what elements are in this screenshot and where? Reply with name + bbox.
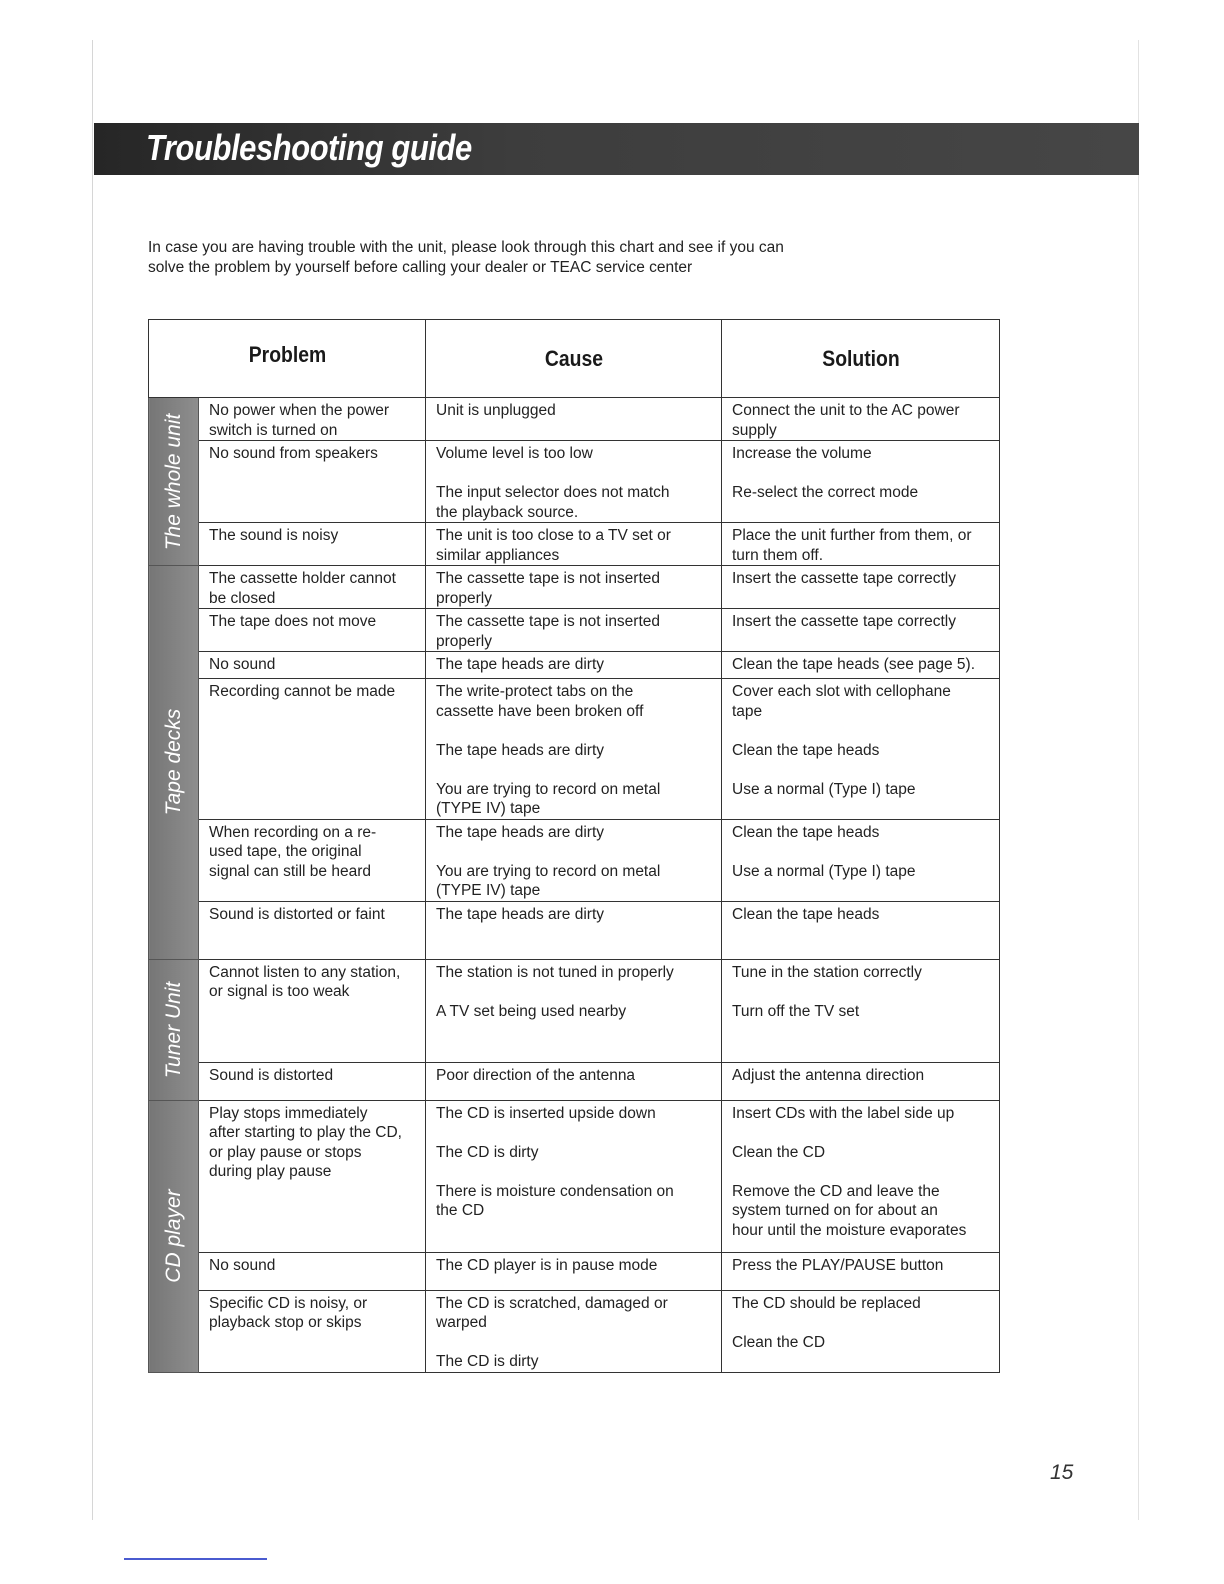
text-block: [732, 1256, 990, 1276]
text-block: [732, 1182, 990, 1241]
text-line: The CD is dirty: [436, 1353, 539, 1370]
text-block: [209, 682, 416, 702]
text-line: supply: [732, 421, 777, 439]
text-block: [209, 905, 416, 925]
problem-cell: [199, 901, 426, 959]
text-line: Press the PLAY/PAUSE button: [732, 1256, 944, 1274]
text-line: Specific CD is noisy, or: [209, 1294, 368, 1312]
section-label-cell: [149, 959, 199, 1100]
text-line: Clean the tape heads (see page 5).: [732, 656, 976, 673]
text-line: Clean the tape heads: [732, 823, 880, 841]
page-edge-right: [1138, 40, 1139, 1520]
text-line: or signal is too weak: [209, 983, 350, 1000]
text-block: [209, 1256, 416, 1276]
text-block: [209, 401, 416, 440]
text-line: The CD is dirty: [436, 1143, 539, 1161]
text-line: A TV set being used nearby: [436, 1002, 627, 1020]
text-block: [209, 444, 416, 464]
text-line: Turn off the TV set: [732, 1002, 860, 1020]
text-line: Sound is distorted: [209, 1066, 334, 1084]
text-block: [732, 741, 990, 761]
solution-cell: [722, 1062, 1000, 1100]
text-line: The CD should be replaced: [732, 1294, 921, 1312]
text-block: [436, 526, 712, 565]
text-line: or play pause or stops: [209, 1143, 362, 1161]
footer-rule: [124, 1558, 267, 1560]
cause-cell: [426, 959, 722, 1062]
text-line: be closed: [209, 589, 276, 607]
text-line: The sound is noisy: [209, 527, 339, 544]
text-block: [732, 444, 990, 464]
text-line: Re-select the correct mode: [732, 484, 919, 501]
text-block: [732, 612, 990, 632]
text-block: [209, 1066, 416, 1086]
text-line: The station is not tuned in properly: [436, 963, 674, 981]
table-row: [149, 1062, 1000, 1100]
problem-cell: [199, 1062, 426, 1100]
text-line: Cannot listen to any station,: [209, 963, 401, 981]
solution-cell: [722, 609, 1000, 652]
problem-cell: [199, 566, 426, 609]
section-label: Tape decks: [161, 708, 185, 816]
text-line: Use a normal (Type I) tape: [732, 780, 916, 798]
problem-cell: [199, 819, 426, 901]
text-block: [732, 862, 990, 882]
text-block: [732, 1294, 990, 1314]
problem-cell: [199, 523, 426, 566]
section-label: Tuner Unit: [161, 981, 185, 1078]
text-line: No sound: [209, 656, 276, 673]
text-line: hour until the moisture evaporates: [732, 1221, 967, 1239]
solution-cell: [722, 566, 1000, 609]
text-line: No sound: [209, 1256, 276, 1274]
table-row: [149, 679, 1000, 820]
text-line: Insert the cassette tape correctly: [732, 570, 956, 587]
text-line: Play stops immediately: [209, 1104, 368, 1122]
text-line: Tune in the station correctly: [732, 963, 922, 981]
table-row: [149, 1290, 1000, 1372]
text-block: [436, 655, 712, 675]
text-line: signal can still be heard: [209, 862, 371, 880]
text-line: (TYPE IV) tape: [436, 800, 541, 817]
text-line: Sound is distorted or faint: [209, 905, 385, 923]
text-block: [732, 1066, 990, 1086]
text-block: [436, 1002, 712, 1022]
text-block: [436, 823, 712, 843]
text-line: Unit is unplugged: [436, 402, 556, 419]
solution-cell: [722, 398, 1000, 441]
text-line: Use a normal (Type I) tape: [732, 862, 916, 880]
table-row: [149, 566, 1000, 609]
solution-cell: [722, 652, 1000, 679]
text-block: [436, 1066, 712, 1086]
text-block: [436, 1256, 712, 1276]
table-row: [149, 1252, 1000, 1290]
page-title: Troubleshooting guide: [146, 127, 472, 168]
text-line: The tape heads are dirty: [436, 656, 605, 673]
cause-cell: [426, 398, 722, 441]
text-block: [436, 1182, 712, 1221]
text-line: Clean the CD: [732, 1333, 826, 1351]
text-line: Adjust the antenna direction: [732, 1066, 925, 1084]
text-line: The CD is scratched, damaged or: [436, 1294, 668, 1312]
problem-cell: [199, 398, 426, 441]
text-line: the CD: [436, 1202, 485, 1219]
section-label-cell: [149, 1100, 199, 1372]
text-line: There is moisture condensation on: [436, 1182, 674, 1200]
solution-cell: [722, 523, 1000, 566]
table-row: [149, 609, 1000, 652]
title-banner: [94, 123, 1139, 175]
text-line: Increase the volume: [732, 445, 872, 462]
text-line: Clean the tape heads: [732, 905, 880, 923]
text-block: [732, 483, 990, 503]
section-label: The whole unit: [161, 413, 185, 550]
text-line: cassette have been broken off: [436, 702, 644, 720]
text-block: [209, 612, 416, 632]
text-line: Place the unit further from them, or: [732, 527, 972, 544]
text-line: tape: [732, 702, 763, 720]
table-header-row: [149, 320, 1000, 398]
cause-cell: [426, 566, 722, 609]
table-row: [149, 398, 1000, 441]
text-line: You are trying to record on metal: [436, 862, 661, 880]
section-label: CD player: [161, 1189, 185, 1283]
solution-cell: [722, 441, 1000, 523]
solution-cell: [722, 819, 1000, 901]
table-row: [149, 1100, 1000, 1252]
text-line: Recording cannot be made: [209, 683, 396, 700]
text-line: warped: [436, 1314, 487, 1331]
text-block: [436, 1104, 712, 1124]
text-line: properly: [436, 589, 492, 607]
text-line: during play pause: [209, 1163, 332, 1180]
text-line: Clean the tape heads: [732, 741, 880, 759]
solution-cell: [722, 901, 1000, 959]
problem-cell: [199, 441, 426, 523]
section-label-cell: [149, 566, 199, 960]
text-line: after starting to play the CD,: [209, 1124, 402, 1141]
text-line: When recording on a re-: [209, 823, 377, 841]
text-line: The input selector does not match: [436, 484, 670, 501]
page-edge-left: [92, 40, 93, 1520]
cause-cell: [426, 1290, 722, 1372]
text-block: [732, 780, 990, 800]
text-block: [209, 526, 416, 546]
problem-cell: [199, 652, 426, 679]
text-block: [436, 612, 712, 651]
cause-cell: [426, 652, 722, 679]
text-line: (TYPE IV) tape: [436, 882, 541, 899]
cause-cell: [426, 819, 722, 901]
text-line: You are trying to record on metal: [436, 780, 661, 798]
cause-cell: [426, 1062, 722, 1100]
text-block: [209, 1294, 416, 1333]
cause-cell: [426, 441, 722, 523]
problem-cell: [199, 1100, 426, 1252]
text-line: No sound from speakers: [209, 445, 378, 462]
text-line: No power when the power: [209, 402, 390, 419]
text-block: [732, 823, 990, 843]
text-block: [732, 682, 990, 721]
text-block: [209, 1104, 416, 1182]
text-block: [436, 483, 712, 522]
text-block: [732, 1143, 990, 1163]
cause-cell: [426, 679, 722, 820]
solution-cell: [722, 1290, 1000, 1372]
text-block: [209, 569, 416, 608]
table-body: [149, 398, 1000, 1373]
text-line: similar appliances: [436, 546, 560, 564]
intro-line: solve the problem by yourself before calling your dealer or TEAC service center: [148, 258, 693, 276]
page-number: 15: [1050, 1461, 1074, 1484]
text-block: [436, 401, 712, 421]
text-block: [436, 862, 712, 901]
cause-cell: [426, 901, 722, 959]
text-line: Insert CDs with the label side up: [732, 1104, 955, 1122]
text-line: The cassette tape is not inserted: [436, 613, 661, 630]
header-solution: Solution: [738, 320, 983, 398]
text-block: [209, 823, 416, 882]
text-block: [732, 401, 990, 440]
text-block: [732, 655, 990, 675]
text-block: [436, 741, 712, 761]
text-line: system turned on for about an: [732, 1202, 938, 1219]
header-problem: Problem: [165, 320, 409, 398]
text-block: [732, 569, 990, 589]
table-row: [149, 959, 1000, 1062]
intro-text: [148, 238, 908, 277]
text-line: Insert the cassette tape correctly: [732, 613, 956, 630]
text-line: Connect the unit to the AC power: [732, 402, 960, 419]
text-line: Poor direction of the antenna: [436, 1066, 636, 1084]
text-block: [436, 682, 712, 721]
table-row: [149, 652, 1000, 679]
text-block: [436, 905, 712, 925]
text-block: [209, 963, 416, 1002]
text-line: The unit is too close to a TV set or: [436, 527, 671, 544]
text-block: [436, 963, 712, 983]
text-line: turn them off.: [732, 546, 824, 564]
text-line: Clean the CD: [732, 1143, 826, 1161]
table-row: [149, 523, 1000, 566]
problem-cell: [199, 679, 426, 820]
text-block: [732, 1002, 990, 1022]
text-line: The cassette holder cannot: [209, 570, 396, 587]
text-block: [732, 526, 990, 565]
text-block: [436, 1294, 712, 1333]
text-line: Cover each slot with cellophane: [732, 683, 951, 700]
problem-cell: [199, 609, 426, 652]
text-line: The tape does not move: [209, 613, 377, 630]
text-line: The CD player is in pause mode: [436, 1256, 658, 1274]
text-block: [732, 1104, 990, 1124]
solution-cell: [722, 959, 1000, 1062]
cause-cell: [426, 1100, 722, 1252]
cause-cell: [426, 1252, 722, 1290]
header-cause: Cause: [443, 320, 703, 398]
table-row: [149, 901, 1000, 959]
text-block: [732, 905, 990, 925]
text-line: Remove the CD and leave the: [732, 1182, 940, 1200]
text-line: The write-protect tabs on the: [436, 683, 634, 700]
solution-cell: [722, 679, 1000, 820]
text-line: switch is turned on: [209, 421, 338, 439]
solution-cell: [722, 1100, 1000, 1252]
cause-cell: [426, 523, 722, 566]
text-line: The tape heads are dirty: [436, 823, 605, 841]
table-row: [149, 441, 1000, 523]
problem-cell: [199, 1290, 426, 1372]
text-block: [732, 1333, 990, 1353]
section-label-cell: [149, 398, 199, 566]
text-line: The cassette tape is not inserted: [436, 570, 661, 587]
problem-cell: [199, 959, 426, 1062]
text-block: [436, 1143, 712, 1163]
text-block: [436, 569, 712, 608]
text-line: The tape heads are dirty: [436, 741, 605, 759]
text-block: [436, 780, 712, 819]
text-line: playback stop or skips: [209, 1314, 362, 1331]
text-block: [436, 444, 712, 464]
text-line: The CD is inserted upside down: [436, 1104, 656, 1122]
problem-cell: [199, 1252, 426, 1290]
text-line: Volume level is too low: [436, 445, 593, 462]
text-block: [209, 655, 416, 675]
intro-line: In case you are having trouble with the unit, please look through this chart and see if you can: [148, 239, 784, 256]
table-row: [149, 819, 1000, 901]
text-block: [732, 963, 990, 983]
text-block: [436, 1352, 712, 1372]
text-line: the playback source.: [436, 503, 579, 521]
text-line: used tape, the original: [209, 843, 362, 860]
solution-cell: [722, 1252, 1000, 1290]
text-line: properly: [436, 632, 492, 650]
cause-cell: [426, 609, 722, 652]
text-line: The tape heads are dirty: [436, 905, 605, 923]
troubleshooting-table: [148, 319, 1000, 1373]
